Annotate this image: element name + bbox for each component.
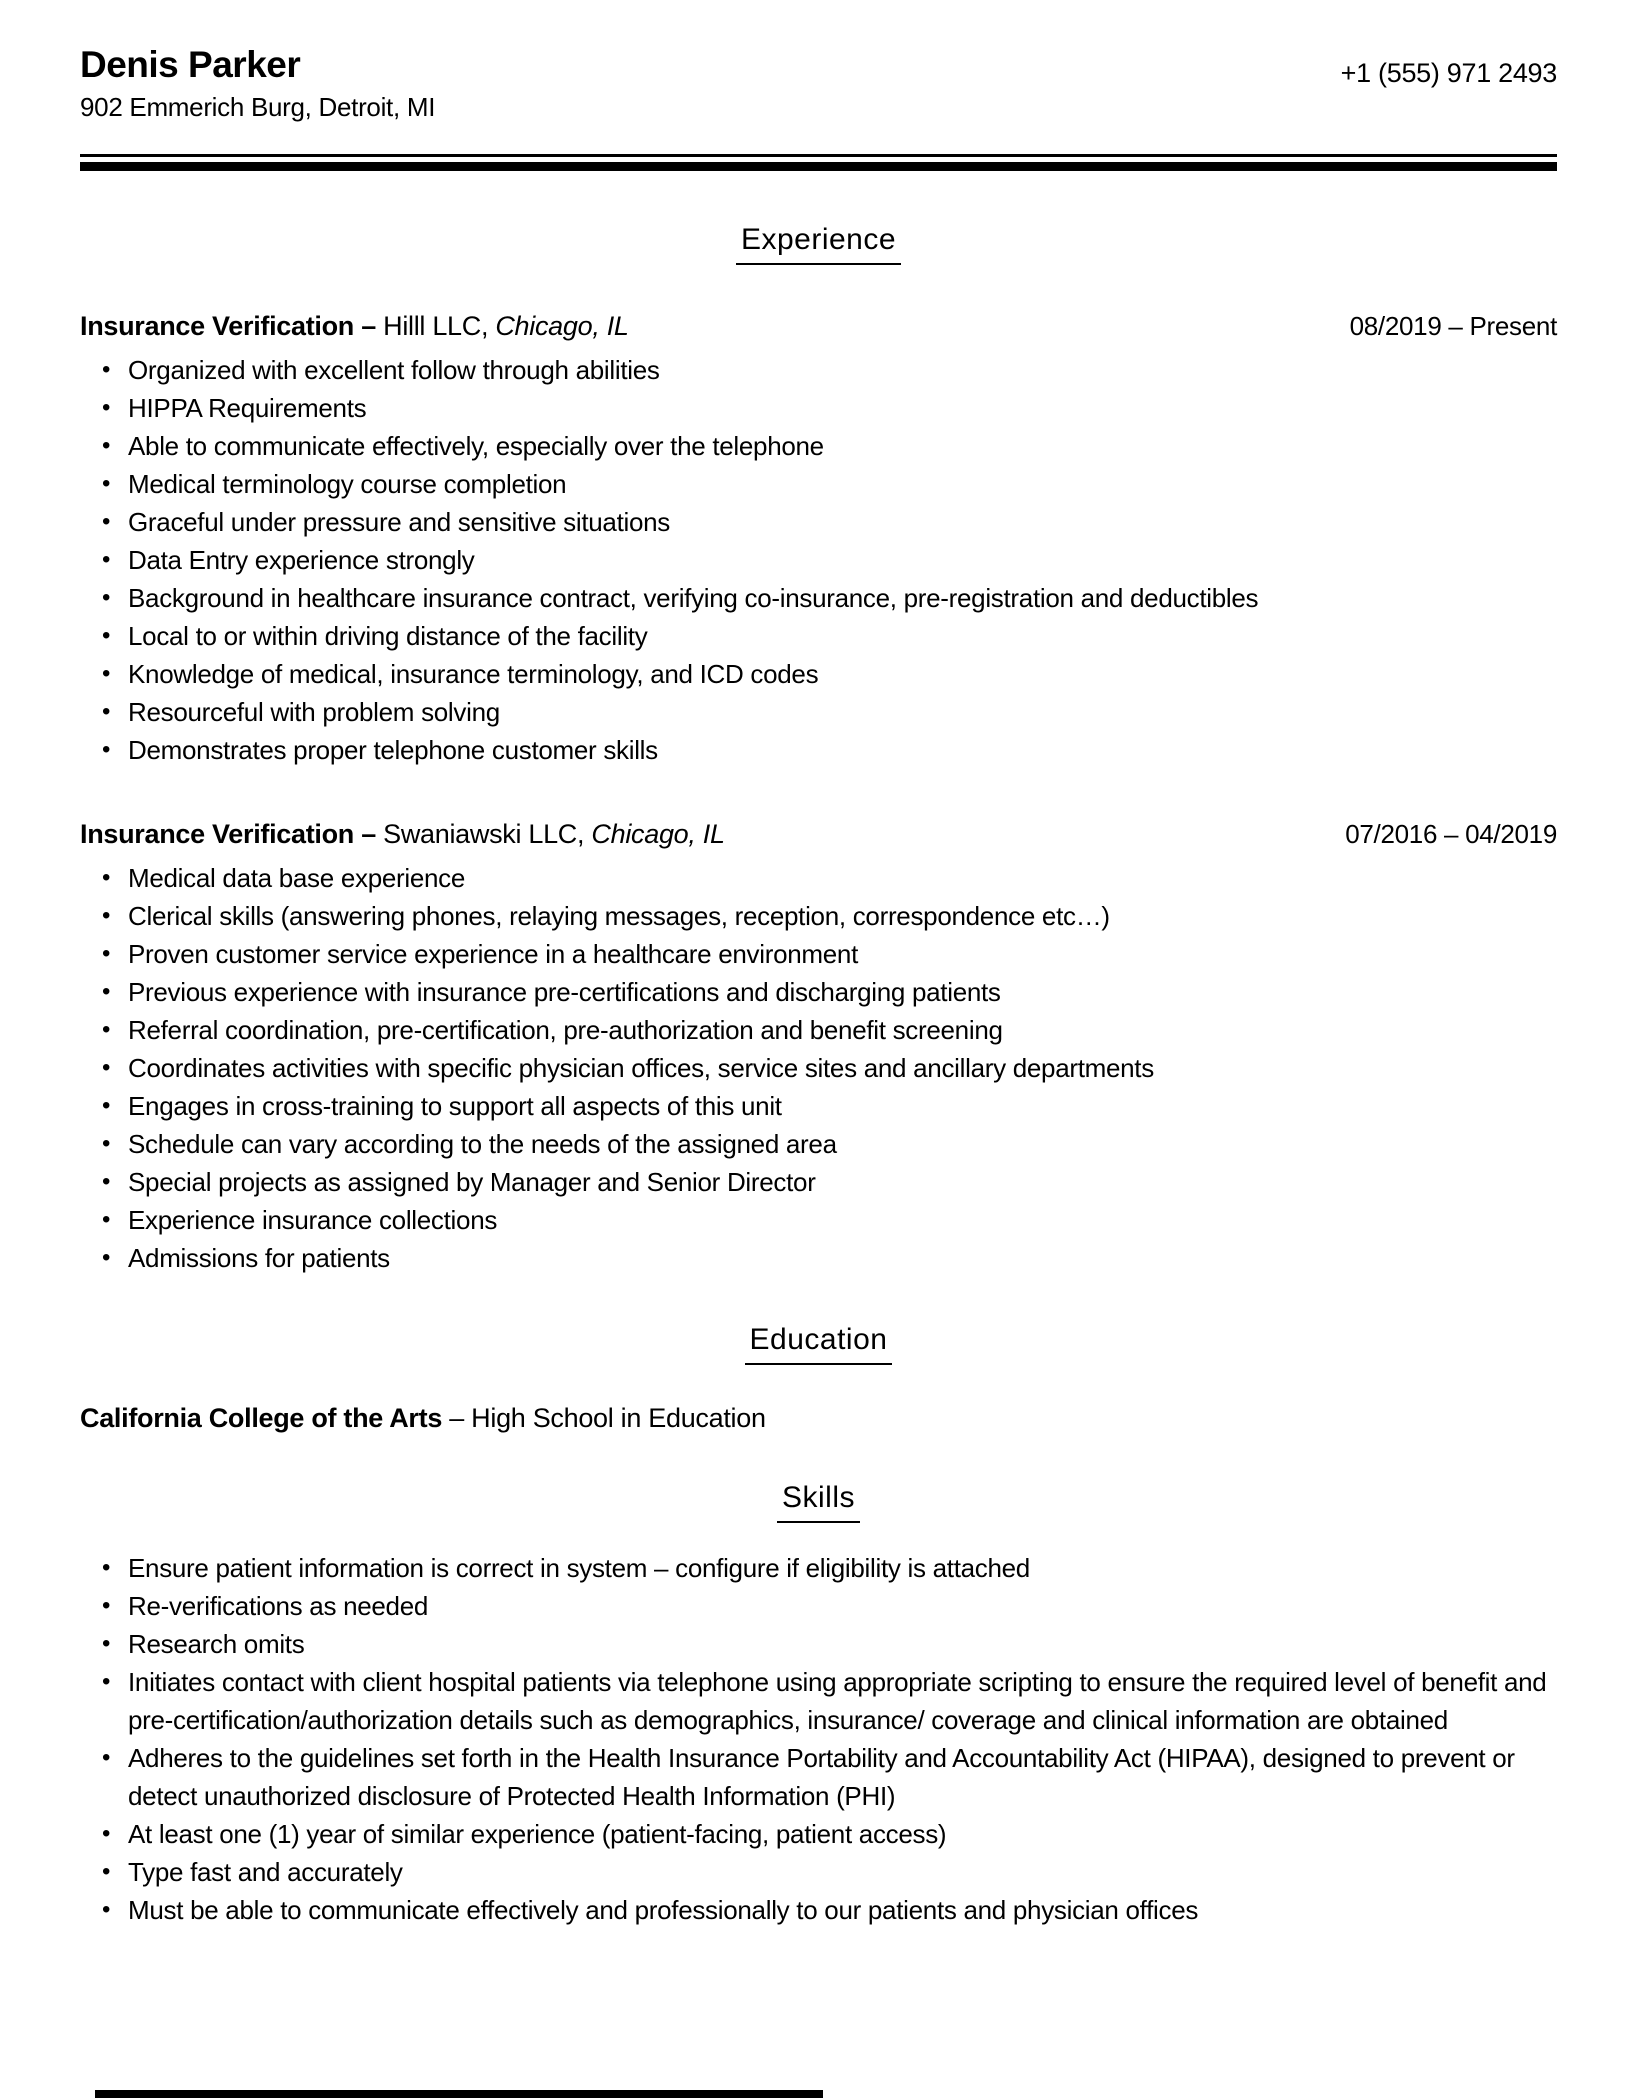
section-heading-skills <box>80 1481 1557 1523</box>
bullet-item: • Initiates contact with client hospital patients via telephone using appropriate scripting to ensure the required level of benefit and pre-certification/authorization details such as demographics, insurance/ coverage and clinical information are obtained <box>128 1663 1557 1739</box>
job-company: Swaniawski LLC, <box>383 819 592 849</box>
bullet-item: • At least one (1) year of similar experience (patient-facing, patient access) <box>128 1815 1557 1853</box>
education-entry <box>80 1401 1557 1435</box>
bullet-item: • Engages in cross-training to support all aspects of this unit <box>128 1087 1557 1125</box>
job-location: Chicago, IL <box>591 819 725 849</box>
job-bullet-list <box>80 351 1557 769</box>
person-name: Denis Parker <box>80 44 301 85</box>
job-header <box>80 309 1557 343</box>
job-bullet-list <box>80 859 1557 1277</box>
person-phone: +1 (555) 971 2493 <box>1340 58 1557 88</box>
education-school: California College of the Arts <box>80 1403 450 1433</box>
bullet-item: • Knowledge of medical, insurance terminology, and ICD codes <box>128 655 1557 693</box>
next-page-divider-fragment <box>95 2090 823 2098</box>
bullet-item: • Re-verifications as needed <box>128 1587 1557 1625</box>
bullet-item: • Ensure patient information is correct in system – configure if eligibility is attached <box>128 1549 1557 1587</box>
bullet-item: • Medical terminology course completion <box>128 465 1557 503</box>
bullet-item: • Resourceful with problem solving <box>128 693 1557 731</box>
job-dates: 07/2016 – 04/2019 <box>1345 819 1557 849</box>
bullet-item: • Research omits <box>128 1625 1557 1663</box>
divider-thick-line <box>80 162 1557 171</box>
header-divider <box>80 154 1557 171</box>
resume-header <box>80 0 1557 122</box>
skills-title: Skills <box>777 1481 860 1523</box>
job-title <box>80 309 629 343</box>
bullet-item: • Must be able to communicate effectively and professionally to our patients and physician offices <box>128 1891 1557 1929</box>
bullet-item: • Coordinates activities with specific physician offices, service sites and ancillary departments <box>128 1049 1557 1087</box>
job-title <box>80 817 725 851</box>
bullet-item: • Special projects as assigned by Manager and Senior Director <box>128 1163 1557 1201</box>
bullet-item: • Demonstrates proper telephone customer skills <box>128 731 1557 769</box>
bullet-item: • Proven customer service experience in a healthcare environment <box>128 935 1557 973</box>
bullet-item: • Previous experience with insurance pre-certifications and discharging patients <box>128 973 1557 1011</box>
bullet-item: • Organized with excellent follow through abilities <box>128 351 1557 389</box>
bullet-item: • Background in healthcare insurance contract, verifying co-insurance, pre-registration and deductibles <box>128 579 1557 617</box>
job-role: Insurance Verification – <box>80 819 384 849</box>
job-role: Insurance Verification – <box>80 311 384 341</box>
bullet-item: • Able to communicate effectively, especially over the telephone <box>128 427 1557 465</box>
skills-bullet-list <box>80 1549 1557 1929</box>
bullet-item: • Graceful under pressure and sensitive situations <box>128 503 1557 541</box>
job-entry-1 <box>80 309 1557 769</box>
job-company: Hilll LLC, <box>383 311 496 341</box>
bullet-item: • HIPPA Requirements <box>128 389 1557 427</box>
bullet-item: • Experience insurance collections <box>128 1201 1557 1239</box>
person-address: 902 Emmerich Burg, Detroit, MI <box>80 92 436 122</box>
section-heading-experience <box>80 223 1557 265</box>
bullet-item: • Schedule can vary according to the needs of the assigned area <box>128 1125 1557 1163</box>
bullet-item: • Local to or within driving distance of the facility <box>128 617 1557 655</box>
bullet-item: • Type fast and accurately <box>128 1853 1557 1891</box>
bullet-item: • Admissions for patients <box>128 1239 1557 1277</box>
bullet-item: • Clerical skills (answering phones, relaying messages, reception, correspondence etc…) <box>128 897 1557 935</box>
section-heading-education <box>80 1323 1557 1365</box>
job-entry-2 <box>80 817 1557 1277</box>
bullet-item: • Adheres to the guidelines set forth in the Health Insurance Portability and Accountability Act (HIPAA), designed to prevent or detect unauthorized disclosure of Protected Health Information (PHI) <box>128 1739 1557 1815</box>
job-location: Chicago, IL <box>495 311 629 341</box>
bullet-item: • Referral coordination, pre-certification, pre-authorization and benefit screening <box>128 1011 1557 1049</box>
experience-title: Experience <box>736 223 901 265</box>
bullet-item: • Medical data base experience <box>128 859 1557 897</box>
job-header <box>80 817 1557 851</box>
education-title: Education <box>745 1323 893 1365</box>
education-degree: – High School in Education <box>449 1403 766 1433</box>
job-dates: 08/2019 – Present <box>1349 311 1557 341</box>
bullet-item: • Data Entry experience strongly <box>128 541 1557 579</box>
